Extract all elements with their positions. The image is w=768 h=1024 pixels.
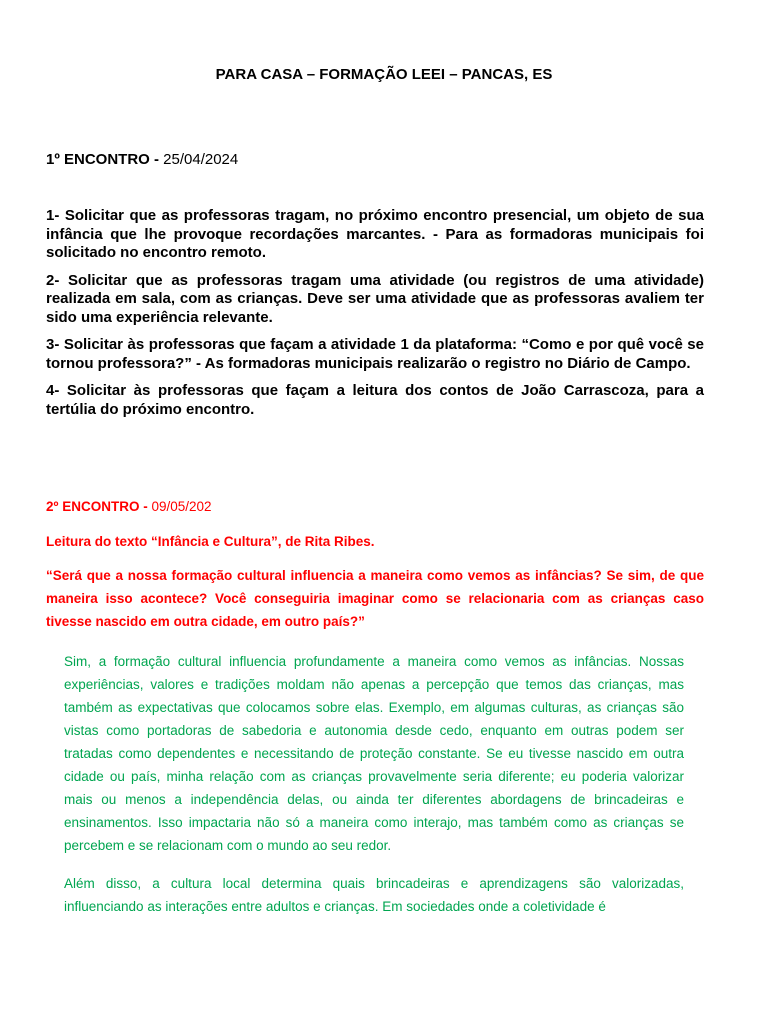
encontro-2-label: 2º ENCONTRO - bbox=[46, 499, 152, 514]
encontro-1-item: 1- Solicitar que as professoras tragam, no próximo encontro presencial, um objeto de sua infância que lhe provoque recordações marcantes. - Para as formadoras municipais foi solicitado no encontro remoto. bbox=[46, 207, 704, 261]
encontro-1-heading bbox=[46, 151, 238, 168]
encontro-1-date: 25/04/2024 bbox=[163, 151, 239, 168]
encontro-2-date: 09/05/202 bbox=[151, 499, 212, 514]
encontro-1-item: 2- Solicitar que as professoras tragam uma atividade (ou registros de uma atividade) realizada em sala, com as crianças. Deve ser uma atividade que as professoras avaliem ter sido uma experiência relevante. bbox=[46, 271, 704, 326]
encontro-1-item: 3- Solicitar às professoras que façam a atividade 1 da plataforma: “Como e por quê você se tornou professora?” - As formadoras municipais realizarão o registro no Diário de Campo. bbox=[46, 336, 704, 372]
encontro-1-label: 1º ENCONTRO - bbox=[46, 151, 164, 168]
page-title: PARA CASA – FORMAÇÃO LEEI – PANCAS, ES bbox=[215, 66, 553, 83]
reading-assignment: Leitura do texto “Infância e Cultura”, de Rita Ribes. bbox=[46, 534, 375, 549]
answer-paragraph: Sim, a formação cultural influencia profundamente a maneira como vemos as infâncias. Nossas experiências, valores e tradições moldam não apenas a percepção que temos das crianças, mas também as expectativas que colocamos sobre elas. Exemplo, em algumas culturas, as crianças são vistas como portadoras de sabedoria e autonomia desde cedo, enquanto em outras podem ser tratadas como dependentes e necessitando de proteção constante. Se eu tivesse nascido em outra cidade ou país, minha relação com as crianças provavelmente seria diferente; eu poderia valorizar mais ou menos a independência delas, ou ainda ter diferentes abordagens de brincadeiras e ensinamentos. Isso impactaria não só a maneira como interajo, mas também como as crianças se percebem e se relacionam com o mundo ao seu redor. bbox=[64, 654, 684, 853]
answer-paragraph: Além disso, a cultura local determina quais brincadeiras e aprendizagens são valorizadas, influenciando as interações entre adultos e crianças. Em sociedades onde a coletividade é bbox=[64, 876, 684, 914]
encontro-2-heading bbox=[46, 499, 212, 514]
encontro-1-items bbox=[46, 207, 704, 428]
reflection-question: “Será que a nossa formação cultural influencia a maneira como vemos as infâncias? Se sim, de que maneira isso acontece? Você conseguiria imaginar como se relacionaria com as crianças caso tivesse nascido em outra cidade, em outro país?” bbox=[46, 568, 704, 629]
answer-text bbox=[64, 650, 684, 933]
encontro-1-item: 4- Solicitar às professoras que façam a leitura dos contos de João Carrascoza, para a tertúlia do próximo encontro. bbox=[46, 382, 704, 418]
